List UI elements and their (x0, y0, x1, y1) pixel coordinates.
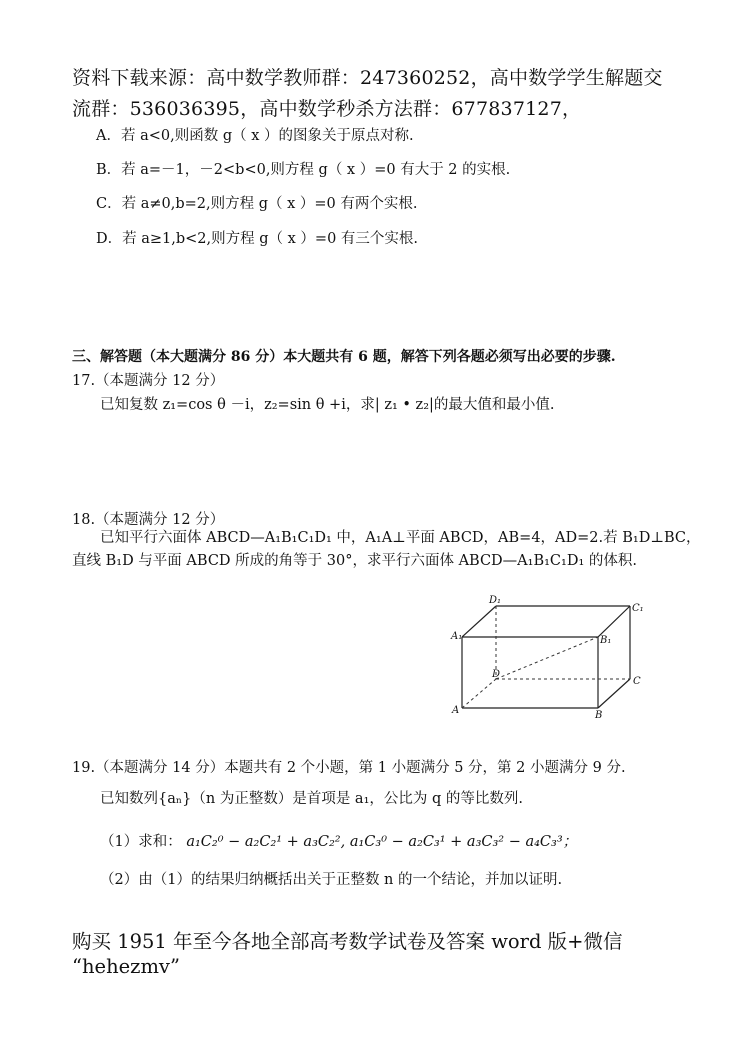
footer-line-2: “hehezmv” (72, 955, 180, 978)
q18-body-2: 直线 B₁D 与平面 ABCD 所成的角等于 30°，求平行六面体 ABCD—A₁B₁C₁D₁ 的体积. (72, 553, 637, 569)
q19-part2: （2）由（1）的结果归纳概括出关于正整数 n 的一个结论，并加以证明. (100, 872, 563, 888)
q17-body: 已知复数 z₁=cos θ －i，z₂=sin θ +i，求| z₁ • z₂|的最大值和最小值. (100, 397, 555, 413)
label-d1: D₁ (489, 595, 502, 606)
footer-line-1: 购买 1951 年至今各地全部高考数学试卷及答案 word 版+微信 (72, 930, 623, 953)
option-d: D．若 a≥1,b<2,则方程 g（ x ）=0 有三个实根. (96, 231, 419, 247)
edge-a1-d1 (462, 606, 496, 637)
q19-part1 (100, 830, 577, 851)
q18-body-1: 已知平行六面体 ABCD—A₁B₁C₁D₁ 中，A₁A⊥平面 ABCD，AB=4，AD=2.若 B₁D⊥BC， (100, 530, 701, 546)
q18-title: 18.（本题满分 12 分） (72, 512, 225, 528)
option-a: A．若 a<0,则函数 g（ x ）的图象关于原点对称. (96, 128, 414, 144)
q19-intro: 已知数列{aₙ}（n 为正整数）是首项是 a₁，公比为 q 的等比数列. (100, 791, 523, 807)
label-a1: A₁ (451, 631, 463, 642)
hidden-edge-a-d (462, 679, 496, 708)
label-b: B (595, 710, 603, 721)
hidden-diagonal-d-b1 (496, 637, 598, 679)
q19-title: 19.（本题满分 14 分）本题共有 2 个小题，第 1 小题满分 5 分，第 2 小题满分 9 分. (72, 760, 626, 776)
q19-part1-label: （1）求和： (100, 834, 182, 850)
option-c: C．若 a≠0,b=2,则方程 g（ x ）=0 有两个实根. (96, 196, 418, 212)
label-c: C (633, 676, 641, 687)
label-a: A (452, 705, 460, 716)
q19-part1-formula: a₁C₂⁰ − a₂C₂¹ + a₃C₂², a₁C₃⁰ − a₂C₃¹ + a₃C₃² − a₄C₃³； (186, 834, 578, 850)
option-b: B．若 a=－1，－2<b<0,则方程 g（ x ）=0 有大于 2 的实根. (96, 162, 511, 178)
edge-b-c (598, 679, 630, 708)
edge-b1-c1 (598, 606, 630, 637)
header-line-1: 资料下载来源：高中数学教师群：247360252，高中数学学生解题交 (72, 67, 663, 89)
label-c1: C₁ (632, 603, 644, 614)
header-line-2: 流群：536036395，高中数学秒杀方法群：677837127， (72, 98, 582, 120)
section-heading: 三、解答题（本大题满分 86 分）本大题共有 6 题，解答下列各题必须写出必要的步骤. (72, 349, 616, 365)
label-b1: B₁ (600, 635, 612, 646)
label-d: D (492, 669, 501, 680)
q17-title: 17.（本题满分 12 分） (72, 373, 225, 389)
